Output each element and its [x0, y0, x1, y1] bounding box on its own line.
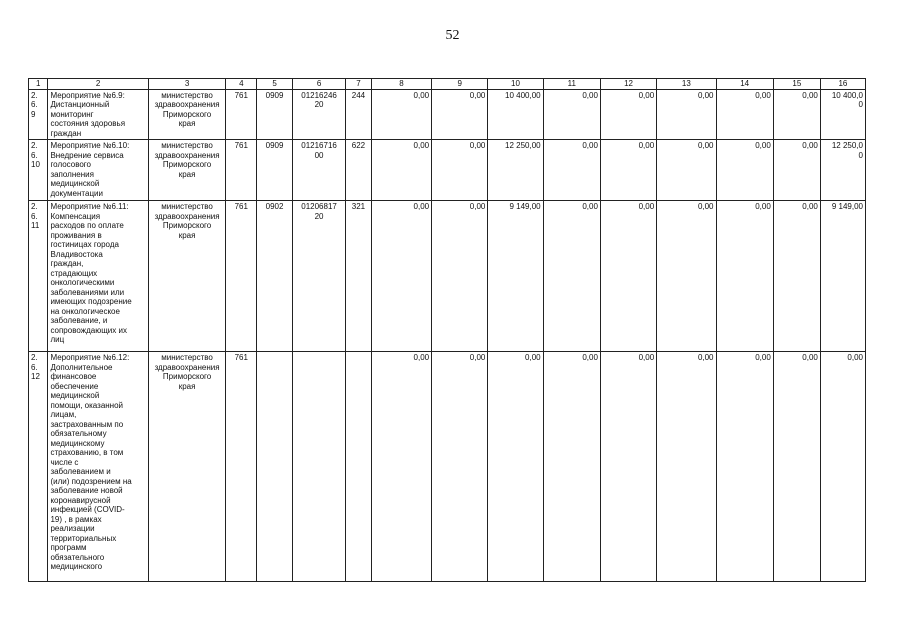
- cell-org: министерство здравоохранения Приморского края: [148, 89, 226, 140]
- cell-c9: 0,00: [432, 201, 488, 352]
- col-header: 11: [543, 79, 600, 90]
- cell-c16: 12 250,0 0: [820, 140, 865, 201]
- cell-c9: 0,00: [432, 140, 488, 201]
- cell-c5: 0902: [257, 201, 293, 352]
- cell-name: Мероприятие №6.9: Дистанционный мониторинг состояния здоровья граждан: [48, 89, 148, 140]
- table-row: [29, 89, 866, 140]
- cell-c8: 0,00: [371, 140, 431, 201]
- header-row: [29, 79, 866, 90]
- table-row: [29, 201, 866, 352]
- budget-table: [28, 78, 866, 582]
- cell-c12: 0,00: [600, 140, 656, 201]
- cell-c11: 0,00: [543, 352, 600, 582]
- col-header: 8: [371, 79, 431, 90]
- cell-org: министерство здравоохранения Приморского края: [148, 352, 226, 582]
- cell-c6: 01216246 20: [292, 89, 345, 140]
- cell-num: 2. 6. 10: [29, 140, 48, 201]
- cell-num: 2. 6. 11: [29, 201, 48, 352]
- cell-c4: 761: [226, 89, 257, 140]
- table-row: [29, 352, 866, 582]
- cell-c9: 0,00: [432, 89, 488, 140]
- cell-c6: [292, 352, 345, 582]
- cell-c7: 622: [346, 140, 372, 201]
- cell-c6: 01216716 00: [292, 140, 345, 201]
- cell-c14: 0,00: [716, 201, 773, 352]
- col-header: 6: [292, 79, 345, 90]
- cell-c12: 0,00: [600, 89, 656, 140]
- col-header: 1: [29, 79, 48, 90]
- col-header: 7: [346, 79, 372, 90]
- col-header: 14: [716, 79, 773, 90]
- cell-c12: 0,00: [600, 352, 656, 582]
- col-header: 13: [657, 79, 716, 90]
- table-row: [29, 140, 866, 201]
- cell-c11: 0,00: [543, 89, 600, 140]
- cell-c15: 0,00: [773, 140, 820, 201]
- cell-c4: 761: [226, 352, 257, 582]
- cell-c5: 0909: [257, 140, 293, 201]
- col-header: 5: [257, 79, 293, 90]
- col-header: 16: [820, 79, 865, 90]
- col-header: 15: [773, 79, 820, 90]
- cell-org: министерство здравоохранения Приморского края: [148, 201, 226, 352]
- cell-c11: 0,00: [543, 201, 600, 352]
- cell-c4: 761: [226, 201, 257, 352]
- cell-c12: 0,00: [600, 201, 656, 352]
- cell-c13: 0,00: [657, 201, 716, 352]
- cell-c10: 9 149,00: [488, 201, 543, 352]
- cell-c14: 0,00: [716, 352, 773, 582]
- cell-c10: 10 400,00: [488, 89, 543, 140]
- cell-c15: 0,00: [773, 352, 820, 582]
- col-header: 9: [432, 79, 488, 90]
- cell-c15: 0,00: [773, 201, 820, 352]
- cell-c7: [346, 352, 372, 582]
- cell-c4: 761: [226, 140, 257, 201]
- cell-c15: 0,00: [773, 89, 820, 140]
- cell-org: министерство здравоохранения Приморского края: [148, 140, 226, 201]
- cell-c6: 01206817 20: [292, 201, 345, 352]
- cell-c5: 0909: [257, 89, 293, 140]
- cell-c16: 9 149,00: [820, 201, 865, 352]
- col-header: 2: [48, 79, 148, 90]
- cell-c7: 321: [346, 201, 372, 352]
- cell-name: Мероприятие №6.10: Внедрение сервиса голосового заполнения медицинской документации: [48, 140, 148, 201]
- cell-name: Мероприятие №6.11: Компенсация расходов по оплате проживания в гостиницах города Владивостока граждан, страдающих онкологическими заболеваниями или имеющих подозрение на онкологическое заболевание, и сопровождающих их лиц: [48, 201, 148, 352]
- col-header: 12: [600, 79, 656, 90]
- cell-c5: [257, 352, 293, 582]
- cell-c8: 0,00: [371, 201, 431, 352]
- cell-c13: 0,00: [657, 89, 716, 140]
- cell-c13: 0,00: [657, 352, 716, 582]
- cell-c16: 0,00: [820, 352, 865, 582]
- cell-c10: 0,00: [488, 352, 543, 582]
- cell-name: Мероприятие №6.12: Дополнительное финансовое обеспечение медицинской помощи, оказанной лицам, застрахованным по обязательному медицинскому страхованию, в том числе с заболеванием и (или) подозрением на заболевание новой коронавирусной инфекцией (COVID- 19) , в рамках реализации территориальных программ обязательного медицинского: [48, 352, 148, 582]
- cell-c11: 0,00: [543, 140, 600, 201]
- cell-c16: 10 400,0 0: [820, 89, 865, 140]
- cell-c8: 0,00: [371, 352, 431, 582]
- cell-c14: 0,00: [716, 140, 773, 201]
- cell-c13: 0,00: [657, 140, 716, 201]
- cell-num: 2. 6. 12: [29, 352, 48, 582]
- col-header: 10: [488, 79, 543, 90]
- cell-num: 2. 6. 9: [29, 89, 48, 140]
- cell-c10: 12 250,00: [488, 140, 543, 201]
- cell-c7: 244: [346, 89, 372, 140]
- cell-c14: 0,00: [716, 89, 773, 140]
- col-header: 3: [148, 79, 226, 90]
- cell-c9: 0,00: [432, 352, 488, 582]
- page-number: 52: [445, 28, 460, 43]
- col-header: 4: [226, 79, 257, 90]
- cell-c8: 0,00: [371, 89, 431, 140]
